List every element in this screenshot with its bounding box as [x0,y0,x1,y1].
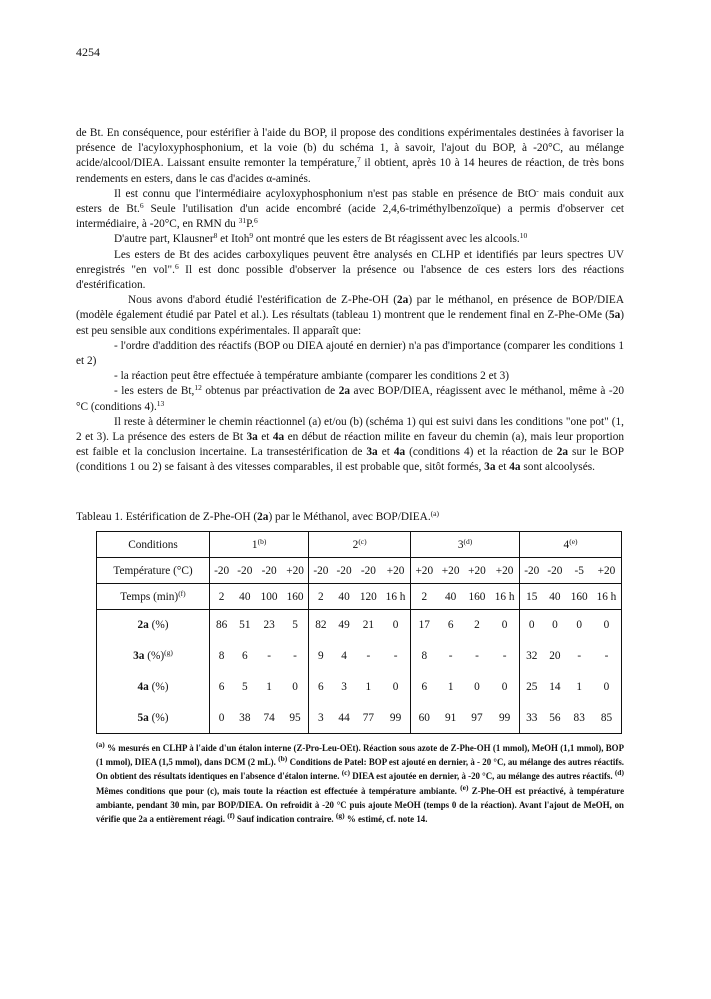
table-cell: 16 h [381,584,410,610]
condition-note: (c) [358,536,367,546]
table-cell: +20 [464,558,490,584]
row-label [97,641,210,672]
superscript: 6 [254,216,258,226]
table-header-row [97,532,622,558]
table-cell: 0 [603,619,610,632]
table-cell: 49 [338,619,350,632]
text-run: Il reste à déterminer le chemin réactionnel (a) et/ou (b) (schéma 1) qui est suivi dans les conditions "one pot" (1, 2 et 3). La présence des esters de Bt [76,415,624,444]
text-run: - l'ordre d'addition des réactifs (BOP ou DIEA ajouté en dernier) n'a pas d'importance (comparer les conditions 1 et 2) [76,339,624,368]
table-cell: 85 [600,711,613,724]
text-run: (conditions 4) et la réaction de [405,446,557,459]
text-run: Sauf indication contraire. [234,814,336,825]
superscript: (e) [460,782,469,792]
table-cell: 99 [381,703,410,734]
table-cell: 6 [241,650,248,662]
table-cell: 0 [381,610,410,641]
compound-label: 5a [608,309,621,322]
text-run: P. [246,218,254,231]
table-cell: 44 [338,711,350,724]
page-number: 4254 [76,45,100,59]
table-cell: 82 [315,619,327,632]
paragraph [76,232,624,247]
table-cell: 77 [362,711,374,724]
table-cell: 2 [411,584,438,610]
compound-label: 4a [509,461,521,474]
table-cell: 5 [282,610,309,641]
text-run: - les esters de Bt, [114,385,195,398]
compound-label: 2a [257,511,269,523]
text-run: et [377,446,394,459]
superscript: - [536,185,539,195]
row-label-note: (f) [178,588,186,598]
table-cell: 6 [447,619,454,632]
table-cell: +20 [437,558,463,584]
table-cell: -20 [210,558,234,584]
row-label [97,703,210,734]
superscript: (f) [227,811,235,821]
superscript: (g) [335,811,345,821]
table-cell: 4 [341,650,347,662]
table-cell: 56 [549,711,561,724]
table-cell: 6 [218,681,225,693]
table-cell: 20 [549,650,561,662]
superscript: 9 [249,231,254,241]
table-row [97,584,622,610]
table-cell: - [490,641,519,672]
table-cell: 15 [520,584,544,610]
table-cell: 8 [421,650,428,662]
table-cell: 40 [437,584,463,610]
table-cell: -20 [233,558,256,584]
table-cell: 74 [263,711,275,724]
table-cell: 0 [282,672,309,703]
condition-number: 3 [457,538,464,551]
table-cell: 40 [543,584,566,610]
table-cell: -20 [520,558,544,584]
compound-label: 4a [272,431,285,444]
paragraph [76,384,624,414]
text-run: - la réaction peut être effectuée à température ambiante (comparer les conditions 2 et 3) [114,370,509,383]
row-label-compound: 4a [137,681,149,693]
compound-label: 2a [338,385,351,398]
text-run: mais conduit aux esters de Bt. [76,187,624,216]
table-cell: 2 [309,584,333,610]
table-cell: - [475,650,479,662]
table-cell: - [267,650,271,662]
row-label-compound: 3a [133,650,145,662]
row-label-compound: 5a [137,711,149,724]
table-cell: 33 [526,711,538,724]
text-run: sur le BOP (conditions 1 ou 2) se faisant à des vitesses comparables, il est probable que, sitôt formés, [76,446,624,474]
paragraph [76,369,624,384]
condition-header-4 [520,532,622,558]
text-run: avec BOP/DIEA, réagissent avec le méthanol, même à -20 °C (conditions 4). [76,385,624,413]
table-cell: - [448,650,453,662]
results-table [96,531,622,734]
text-run: Conditions de Patel: BOP est ajouté en dernier, à - 20 °C, au mélange des autres réactifs. On obtient des résultats identiques en l'absence d'étalon interne. [96,757,624,782]
superscript: 8 [213,231,218,241]
table-cell: - [366,650,371,662]
text-run: Il est donc possible d'observer la présence ou l'absence de ces esters lors des réactions d'estérification. [76,263,624,292]
table-cell: 1 [365,681,372,693]
table-cell: 120 [356,584,381,610]
table-cell: 8 [218,650,225,662]
body-text [76,126,624,476]
table-cell: 3 [318,711,324,724]
table-cell: 91 [444,711,457,724]
table-row [97,703,622,734]
table-cell: 16 h [592,584,622,610]
superscript: (d) [614,768,624,778]
table-cell: 23 [263,619,275,632]
superscript: (a) [96,740,105,749]
superscript: 10 [519,231,528,241]
superscript: 13 [156,398,165,408]
table-row [97,641,622,672]
text-run: il obtient, après 10 à 14 heures de réaction, de très bons rendements en esters, dans le cas d'acides α-aminés. [76,157,624,185]
superscript: 6 [174,261,179,271]
text-run: ) est peu sensible aux conditions expérimentales. Il apparaît que: [76,309,624,337]
superscript: (a) [430,509,439,518]
table-caption [76,511,439,523]
table-cell: 160 [566,584,591,610]
table-cell: 5 [241,681,248,693]
row-label-unit: (%) [148,681,169,693]
table-cell: 40 [233,584,256,610]
compound-label: 3a [484,461,496,474]
text-run: obtenus par préactivation de [201,385,339,398]
text-run: Il est connu que l'intermédiaire acyloxyphosphonium n'est pas stable en présence de BtO [114,187,537,200]
table-cell: 25 [526,681,538,693]
table-cell: 0 [490,610,519,641]
condition-header-3 [411,532,520,558]
table-cell: 38 [239,711,251,724]
compound-label: 4a [393,446,406,459]
table-cell: 1 [576,681,583,693]
paragraph [76,415,624,476]
condition-number: 1 [251,538,258,551]
row-label-compound: 2a [137,619,149,632]
condition-note: (d) [463,536,473,546]
table-cell: 0 [381,672,410,703]
table-cell: 0 [603,681,610,693]
table-cell: 1 [447,681,454,693]
table-cell: 160 [282,584,309,610]
table-cell: -20 [309,558,333,584]
table-cell: 51 [239,619,251,632]
table-cell: 2 [474,619,480,632]
table-row [97,672,622,703]
table-row [97,558,622,584]
text-run: ) par le méthanol, en présence de BOP/DIEA (modèle également étudié par Patel et al.). Les résultats (tableau 1) montrent que le rendement final en Z-Phe-OMe ( [76,294,624,322]
table-cell: 40 [333,584,356,610]
text-run: Tableau 1. Estérification de Z-Phe-OH ( [76,511,258,523]
text-run: ) par le Méthanol, avec BOP/DIEA. [268,511,431,523]
paragraph [76,248,624,294]
table-cell: 1 [266,681,272,693]
table-cell: 0 [474,681,480,693]
table-cell: +20 [592,558,622,584]
table-cell: +20 [490,558,519,584]
table-cell: -20 [356,558,381,584]
table-cell: 60 [418,711,430,724]
text-run: et [257,431,273,444]
table-cell: 2 [210,584,234,610]
text-run: % mesurés en CLHP à l'aide d'un étalon interne (Z-Pro-Leu-OEt). Réaction sous azote de Z-Phe-OH (1 mmol), MeOH (1,1 mmol), BOP (1 mmol), DIEA (1,5 mmol), dans DCM (2 mL). [96,743,624,768]
condition-number: 4 [563,538,570,551]
condition-note: (e) [569,536,578,546]
table-cell: +20 [411,558,438,584]
text-run: et [495,461,510,474]
table-cell: - [282,641,309,672]
table-cell: -20 [256,558,281,584]
paragraph [76,339,624,369]
table-cell: -20 [543,558,566,584]
table-cell: 100 [256,584,281,610]
text-run: de Bt. En conséquence, pour estérifier à l'aide du BOP, il propose des conditions expérimentales destinées à favoriser la présence de l'acyloxyphosphonium, et la voie (b) du schéma 1, à savoir, l'ajout du BOP, à -20°C, au mélange acide/alcool/DIEA. Laissant ensuite remonter la température, [76,127,624,170]
table-cell: 14 [549,681,561,693]
superscript: 31 [238,216,247,226]
table-cell: 17 [418,619,430,632]
condition-number: 2 [352,538,359,551]
text-run: DIEA est ajoutée en dernier, à -20 °C, au mélange des autres réactifs. [350,771,615,782]
table-cell: 83 [573,711,585,724]
condition-header-2 [309,532,411,558]
text-run: Les esters de Bt des acides carboxyliques peuvent être analysés en CLHP et identifiés par leurs spectres UV enregistrés "en vol". [76,248,624,276]
table-cell: 21 [362,619,374,632]
table-footnotes [96,741,624,826]
table-row [97,610,622,641]
table-cell: 95 [282,703,309,734]
superscript: 6 [139,201,144,211]
text-run: Nous avons d'abord étudié l'estérification de Z-Phe-OH ( [128,294,398,307]
superscript: (b) [278,754,288,764]
table-cell: 6 [421,681,428,693]
table-cell: 0 [552,619,558,632]
row-label [97,610,210,641]
table-cell: -20 [333,558,356,584]
row-label-text: Température (°C) [113,564,193,577]
condition-header-1 [210,532,309,558]
table-cell: 160 [464,584,490,610]
text-run: D'autre part, Klausner [114,233,214,246]
text-run: sont alcoolysés. [520,461,595,474]
text-run: et Itoh [217,233,250,246]
table-cell: 16 h [490,584,519,610]
paragraph [76,293,624,339]
text-run: Seule l'utilisation d'un acide encombré (acide 2,4,6-triméthylbenzoïque) a permis d'observer cet intermédiaire, à -20°C, en RMN du [76,203,624,231]
compound-label: 2a [397,294,409,307]
text-run: Mêmes conditions que pour (c), mais toute la réaction est effectuée à température ambiante. [96,785,461,796]
superscript: 12 [194,383,202,393]
row-label [97,672,210,703]
compound-label: 3a [366,446,378,459]
compound-label: 3a [246,431,258,444]
row-label-note: (g) [164,648,173,657]
table-cell: 0 [490,672,519,703]
text-run: Z-Phe-OH est préactivé, à température ambiante, pendant 30 min, par BOP/DIEA. On refroidit à -20 °C puis ajoute MeOH (temps 0 de la réaction). Avant l'ajout de MeOH, on vérifie que 2a a entièrement réagi. [96,785,625,825]
table-cell: - [381,641,410,672]
text-run: % estimé, cf. note 14. [344,814,428,825]
paragraph [76,126,624,187]
row-label-unit: (%) [148,619,169,632]
text-run: ont montré que les esters de Bt réagissent avec les alcools. [253,233,520,246]
conditions-header: Conditions [97,532,210,558]
row-label [97,558,210,584]
table-cell: 97 [471,711,483,724]
compound-label: 2a [556,446,569,459]
table-cell: 6 [318,681,324,693]
row-label-unit: (%) [144,650,165,662]
table-cell: 0 [576,619,583,632]
superscript: (c) [341,768,351,778]
table-cell: 32 [526,650,538,662]
table-cell: 0 [218,711,225,724]
table-cell: 9 [318,650,324,662]
table-cell: -5 [566,558,591,584]
table-cell: 86 [215,619,228,632]
table-cell: 99 [490,703,519,734]
row-label-unit: (%) [148,711,169,724]
table-cell: - [604,650,609,662]
text-run: en début de réaction milite en faveur du chemin (a), mais leur proportion est faible et la conclusion incertaine. La transestérification de [76,431,624,459]
table-cell: +20 [381,558,410,584]
row-label [97,584,210,610]
superscript: 7 [357,155,361,165]
condition-note: (b) [257,536,267,546]
table-cell: - [577,650,582,662]
row-label-text: Temps (min) [120,590,179,603]
paragraph [76,187,624,233]
table-cell: +20 [282,558,309,584]
table-cell: 0 [528,619,535,632]
table-cell: 3 [341,681,347,693]
